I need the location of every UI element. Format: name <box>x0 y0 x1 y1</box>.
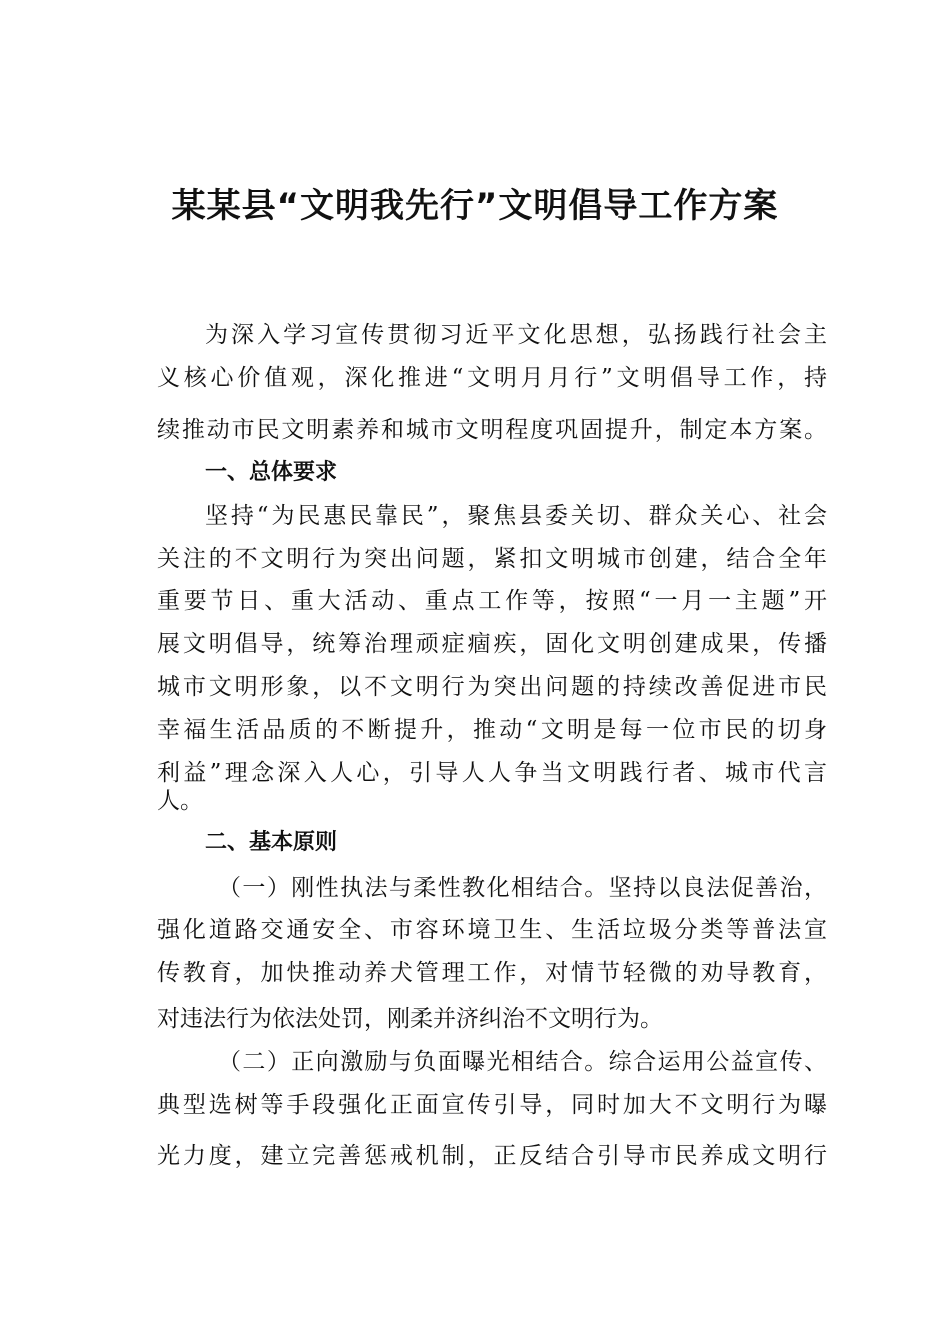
section1-line-1: 坚持“为民惠民靠民”，聚焦县委关切、群众关心、社会 <box>205 503 827 529</box>
section1-line-2: 关注的不文明行为突出问题，紧扣文明城市创建，结合全年 <box>157 546 827 572</box>
section-heading-general-requirements: 一、总体要求 <box>205 460 338 485</box>
section1-line-8: 人。 <box>157 788 203 814</box>
intro-line-3: 续推动市民文明素养和城市文明程度巩固提升，制定本方案。 <box>157 417 827 443</box>
intro-line-2: 义核心价值观，深化推进“文明月月行”文明倡导工作，持 <box>157 365 827 391</box>
principle1-line-2: 强化道路交通安全、市容环境卫生、生活垃圾分类等普法宣 <box>157 917 827 943</box>
section-heading-basic-principles: 二、基本原则 <box>205 830 338 855</box>
section1-line-5: 城市文明形象，以不文明行为突出问题的持续改善促进市民 <box>157 674 827 700</box>
document-title: 某某县“文明我先行”文明倡导工作方案 <box>171 186 779 226</box>
intro-line-1: 为深入学习宣传贯彻习近平文化思想，弘扬践行社会主 <box>205 322 827 348</box>
principle2-line-3: 光力度，建立完善惩戒机制，正反结合引导市民养成文明行 <box>157 1143 827 1169</box>
section1-line-4: 展文明倡导，统筹治理顽症痼疾，固化文明创建成果，传播 <box>157 631 827 657</box>
principle1-line-4: 对违法行为依法处罚，刚柔并济纠治不文明行为。 <box>157 1006 663 1032</box>
principle1-line-3: 传教育，加快推动养犬管理工作，对情节轻微的劝导教育， <box>157 960 827 986</box>
section1-line-6: 幸福生活品质的不断提升，推动“文明是每一位市民的切身 <box>157 717 827 743</box>
principle2-line-1: （二）正向激励与负面曝光相结合。综合运用公益宣传、 <box>218 1049 827 1075</box>
principle1-line-1: （一）刚性执法与柔性教化相结合。坚持以良法促善治， <box>218 875 827 901</box>
principle2-line-2: 典型选树等手段强化正面宣传引导，同时加大不文明行为曝 <box>157 1092 827 1118</box>
section1-line-3: 重要节日、重大活动、重点工作等，按照“一月一主题”开 <box>157 588 827 614</box>
section1-line-7: 利益”理念深入人心，引导人人争当文明践行者、城市代言 <box>157 760 827 786</box>
